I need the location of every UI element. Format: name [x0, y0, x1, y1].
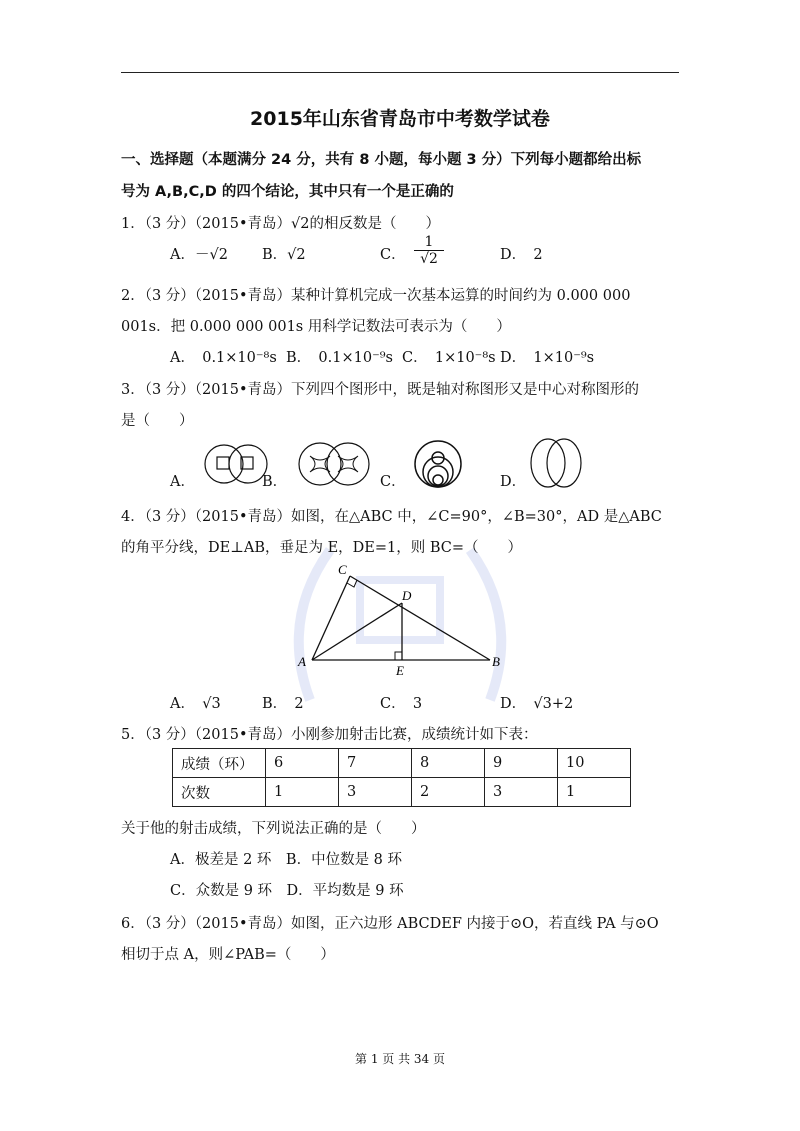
q4-stem-line2: 的角平分线，DE⊥AB，垂足为 E，DE=1，则 BC=（ ）: [121, 540, 523, 556]
q3-option-c: C．: [380, 474, 406, 490]
table-cell: 2: [412, 778, 485, 807]
q4-option-c: C． 3: [380, 696, 423, 712]
table-cell: 成绩（环）: [173, 749, 266, 778]
q3-figure-c-nested-circles-icon: [414, 438, 462, 490]
q1-option-a: A．－√2: [170, 247, 228, 263]
q5-score-table: [172, 748, 631, 807]
q4-stem-line1: 4．（3 分）（2015•青岛）如图，在△ABC 中，∠C=90°，∠B=30°，AD 是△ABC: [121, 509, 662, 525]
table-cell: 1: [266, 778, 339, 807]
q4-label-b: B: [492, 654, 500, 669]
q1-option-b: B．√2: [262, 247, 306, 263]
section-heading-line1: 一、选择题（本题满分 24 分，共有 8 小题，每小题 3 分）下列每小题都给出标: [121, 152, 642, 168]
table-cell: 6: [266, 749, 339, 778]
table-cell: 10: [558, 749, 631, 778]
q4-option-a: A． √3: [170, 696, 221, 712]
page-footer: 第 1 页 共 34 页: [355, 1052, 445, 1066]
q2-option-c: C． 1×10⁻⁸s: [402, 350, 496, 366]
q3-stem-line2: 是（ ）: [121, 413, 194, 429]
section-heading-line2: 号为 A,B,C,D 的四个结论，其中只有一个是正确的: [121, 184, 454, 200]
q4-triangle-diagram: [290, 560, 510, 680]
table-row: [173, 778, 631, 807]
q2-option-b: B． 0.1×10⁻⁹s: [286, 350, 393, 366]
q4-label-e: E: [396, 663, 404, 678]
q2-stem-line1: 2．（3 分）（2015•青岛）某种计算机完成一次基本运算的时间约为 0.000 000: [121, 288, 631, 304]
table-cell: 次数: [173, 778, 266, 807]
table-cell: 8: [412, 749, 485, 778]
q3-figure-d-overlapping-ellipses-icon: [528, 437, 584, 489]
q4-label-d: D: [402, 588, 412, 603]
q1-stem: 1．（3 分）（2015•青岛）√2的相反数是（ ）: [121, 216, 440, 232]
q2-stem-line2: 001s．把 0.000 000 001s 用科学记数法可表示为（ ）: [121, 319, 511, 335]
table-cell: 1: [558, 778, 631, 807]
table-row: [173, 749, 631, 778]
page-title: 2015年山东省青岛市中考数学试卷: [250, 108, 550, 130]
table-cell: 3: [339, 778, 412, 807]
q1-c-denominator: √2: [414, 250, 444, 267]
q5-stem: 5．（3 分）（2015•青岛）小刚参加射击比赛，成绩统计如下表：: [121, 727, 538, 743]
table-cell: 3: [485, 778, 558, 807]
q4-label-a: A: [298, 654, 306, 669]
q4-option-d: D． √3+2: [500, 696, 574, 712]
q3-figure-b-coins-icon: [298, 440, 370, 488]
q5-options-cd: C．众数是 9 环 D．平均数是 9 环: [170, 883, 404, 899]
q1-option-c-fraction: [414, 234, 444, 267]
q5-options-ab: A．极差是 2 环 B．中位数是 8 环: [170, 852, 403, 868]
table-cell: 7: [339, 749, 412, 778]
header-rule: [121, 72, 679, 73]
q6-stem-line2: 相切于点 A，则∠PAB=（ ）: [121, 947, 335, 963]
q1-option-c: C．: [380, 247, 406, 263]
q1-option-d: D． 2: [500, 247, 543, 263]
q5-after-table: 关于他的射击成绩，下列说法正确的是（ ）: [121, 821, 426, 837]
q3-stem-line1: 3．（3 分）（2015•青岛）下列四个图形中，既是轴对称图形又是中心对称图形的: [121, 382, 640, 398]
q3-figure-a-two-rings-icon: [202, 440, 272, 488]
q3-option-d: D．: [500, 474, 527, 490]
q3-option-a: A．: [170, 474, 195, 490]
q4-option-b: B． 2: [262, 696, 304, 712]
q3-option-b: B．: [262, 474, 288, 490]
q2-option-a: A． 0.1×10⁻⁸s: [170, 350, 277, 366]
table-cell: 9: [485, 749, 558, 778]
q1-c-numerator: 1: [424, 234, 434, 250]
q6-stem-line1: 6．（3 分）（2015•青岛）如图，正六边形 ABCDEF 内接于⊙O，若直线 PA 与⊙O: [121, 916, 659, 932]
q4-label-c: C: [338, 562, 347, 577]
q2-option-d: D． 1×10⁻⁹s: [500, 350, 595, 366]
